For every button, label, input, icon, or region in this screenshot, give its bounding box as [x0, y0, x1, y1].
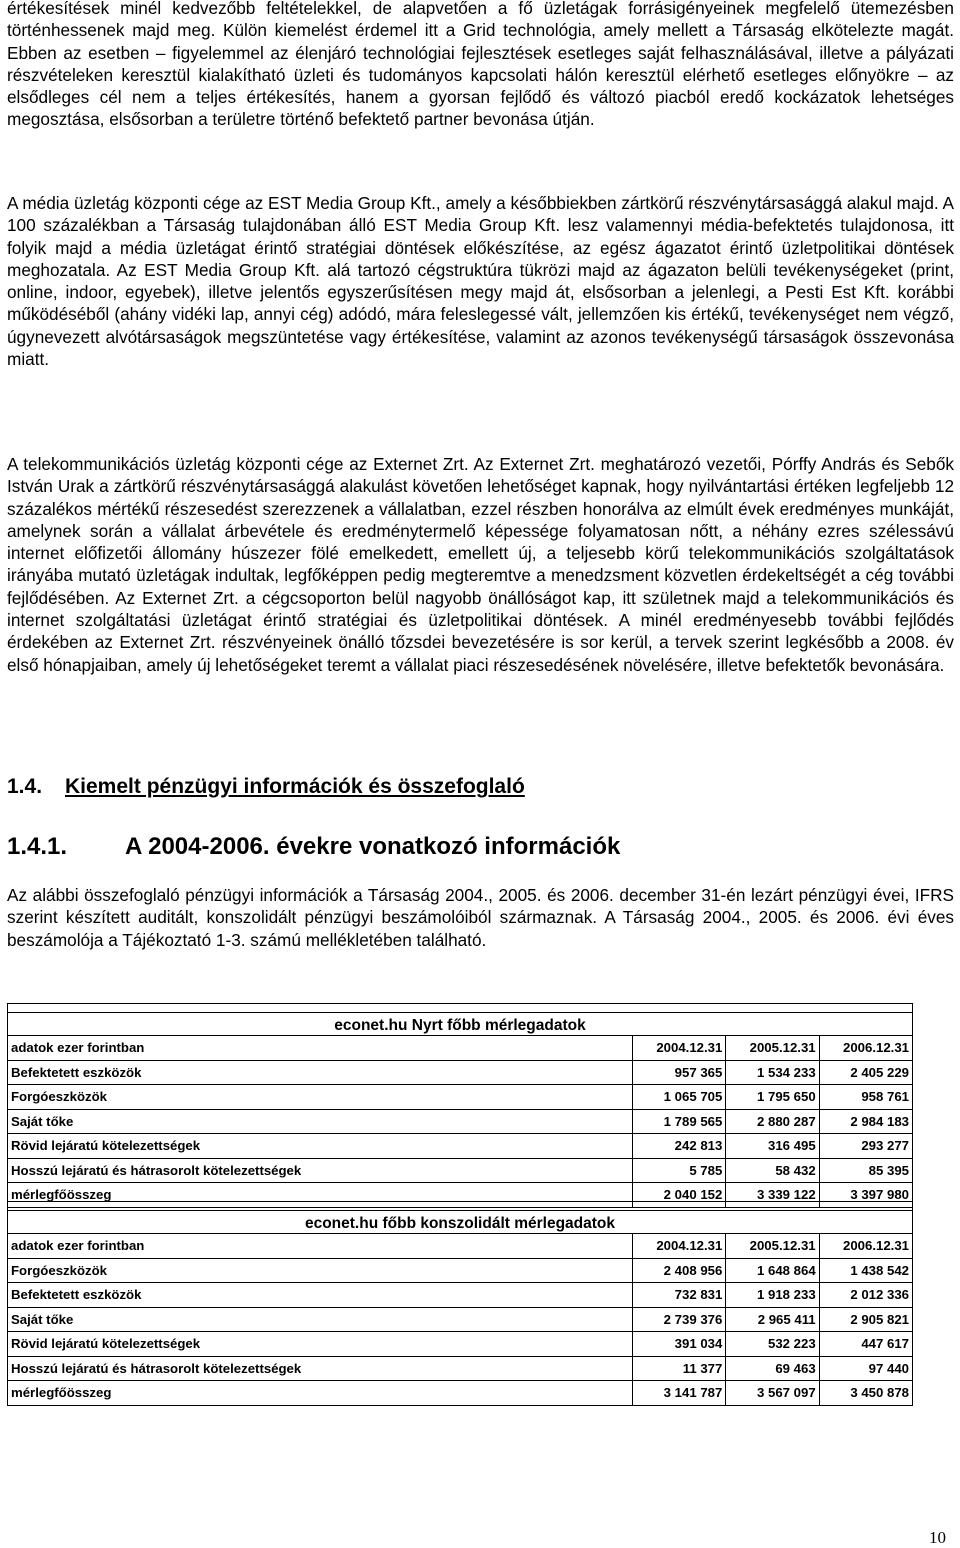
row-label: adatok ezer forintban	[8, 1234, 633, 1259]
row-label: Saját tőke	[8, 1109, 633, 1134]
cell-value: 3 567 097	[726, 1381, 819, 1406]
table-row	[8, 1258, 913, 1283]
section-title: Kiemelt pénzügyi információk és összefoglaló	[65, 775, 525, 798]
cell-value: 2006.12.31	[819, 1036, 912, 1061]
cell-value: 2 965 411	[726, 1307, 819, 1332]
consolidated-balance-sheet-table	[7, 1201, 913, 1406]
cell-value: 2 040 152	[633, 1183, 726, 1208]
cell-value: 2 012 336	[819, 1283, 912, 1308]
subsection-title: A 2004-2006. évekre vonatkozó információk	[125, 833, 621, 860]
subsection-number: 1.4.1.	[7, 833, 68, 860]
table-row	[8, 1283, 913, 1308]
table-row	[8, 1356, 913, 1381]
table-header-row	[8, 1036, 913, 1061]
cell-value: 69 463	[726, 1356, 819, 1381]
row-label: mérlegfőösszeg	[8, 1183, 633, 1208]
cell-value: 1 648 864	[726, 1258, 819, 1283]
cell-value: 2 405 229	[819, 1060, 912, 1085]
paragraph-grid-technology: értékesítések minél kedvezőbb feltételekkel, de alapvetően a fő üzletágak forrásigényeinek megfelelő ütemezésben történhessenek majd meg. Külön kiemelést érdemel itt a Grid technológia, amely mellett a Társaság elkötelezte magát. Ebben az esetben – figyelemmel az élenjáró technológiai fejlesztések esetleges saját felhasználásával, illetve a pályázati részvételeken keresztül kialakítható üzleti és tudományos kapcsolati hálón keresztül elérhető esetleges előnyökre – az elsődleges cél nem a teljes értékesítés, hanem a gyorsan fejlődő és változó piacból eredő kockázatok lehetséges megosztása, elsősorban a területre történő befektető partner bevonása útján.	[7, 0, 954, 130]
table-row	[8, 1109, 913, 1134]
cell-value: 1 065 705	[633, 1085, 726, 1110]
table-title: econet.hu Nyrt főbb mérlegadatok	[8, 1013, 913, 1036]
cell-value: 1 534 233	[726, 1060, 819, 1085]
cell-value: 3 339 122	[726, 1183, 819, 1208]
cell-value: 2004.12.31	[633, 1036, 726, 1061]
cell-value: 1 438 542	[819, 1258, 912, 1283]
cell-value: 1 789 565	[633, 1109, 726, 1134]
section-number: 1.4.	[7, 775, 43, 798]
cell-value: 1 918 233	[726, 1283, 819, 1308]
cell-value: 2 984 183	[819, 1109, 912, 1134]
table-row	[8, 1381, 913, 1406]
cell-value: 2 408 956	[633, 1258, 726, 1283]
cell-value: 532 223	[726, 1332, 819, 1357]
cell-value: 3 397 980	[819, 1183, 912, 1208]
cell-value: 11 377	[633, 1356, 726, 1381]
row-label: Befektetett eszközök	[8, 1060, 633, 1085]
row-label: Saját tőke	[8, 1307, 633, 1332]
cell-value: 2 739 376	[633, 1307, 726, 1332]
paragraph-telecom-business: A telekommunikációs üzletág központi cége az Externet Zrt. Az Externet Zrt. meghatározó vezetői, Pórffy András és Sebők István Urak a zártkörű részvénytársasággá alakulást követően lehetőséget kapnak, hogy nyilvántartási értéken legfeljebb 12 százalékos mértékű részesedést szerezzenek a vállalatban, ezzel részben honorálva az elmúlt évek eredményes munkáját, amelynek során a vállalat árbevétele és eredménytermelő képessége folyamatosan nőtt, a néhány ezres szélessávú internet előfizetői állomány húszezer fölé emelkedett, emellett új, a teljesebb körű telekommunikációs szolgáltatások irányába mutató üzletágak indultak, legfőképpen pedig megteremtve a menedzsment közvetlen érdekeltségét a cég további fejlődésében. Az Externet Zrt. a cégcsoporton belül nagyobb önállóságot kap, itt születnek majd a telekommunikációs és internet szolgáltatási üzletágat érintő stratégiai és üzletpolitikai döntések. A minél eredményesebb további fejlődés érdekében az Externet Zrt. részvényeinek önálló tőzsdei bevezetésére is sor kerül, a tervek szerint legkésőbb a 2008. év első hónapjaiban, amely új lehetőségeket teremt a vállalat piaci részesedésének növelésére, illetve befektetők bevonására.	[7, 454, 954, 675]
cell-value: 732 831	[633, 1283, 726, 1308]
cell-value: 391 034	[633, 1332, 726, 1357]
cell-value: 2 880 287	[726, 1109, 819, 1134]
cell-value: 3 450 878	[819, 1381, 912, 1406]
cell-value: 3 141 787	[633, 1381, 726, 1406]
cell-value: 2006.12.31	[819, 1234, 912, 1259]
cell-value: 58 432	[726, 1158, 819, 1183]
cell-value: 293 277	[819, 1134, 912, 1159]
row-label: Hosszú lejáratú és hátrasorolt kötelezettségek	[8, 1158, 633, 1183]
row-label: Befektetett eszközök	[8, 1283, 633, 1308]
cell-value: 1 795 650	[726, 1085, 819, 1110]
row-label: mérlegfőösszeg	[8, 1381, 633, 1406]
row-label: adatok ezer forintban	[8, 1036, 633, 1061]
table-row	[8, 1134, 913, 1159]
table-row	[8, 1158, 913, 1183]
cell-value: 2005.12.31	[726, 1036, 819, 1061]
cell-value: 97 440	[819, 1356, 912, 1381]
cell-value: 242 813	[633, 1134, 726, 1159]
cell-value: 958 761	[819, 1085, 912, 1110]
row-label: Rövid lejáratú kötelezettségek	[8, 1134, 633, 1159]
cell-value: 2004.12.31	[633, 1234, 726, 1259]
cell-value: 2005.12.31	[726, 1234, 819, 1259]
table-row	[8, 1085, 913, 1110]
table-title: econet.hu főbb konszolidált mérlegadatok	[8, 1211, 913, 1234]
section-heading-1-4	[7, 775, 525, 799]
page-number: 10	[929, 1528, 946, 1547]
paragraph-financial-summary: Az alábbi összefoglaló pénzügyi információk a Társaság 2004., 2005. és 2006. december 31-én lezárt pénzügyi évei, IFRS szerint készített auditált, konszolidált pénzügyi beszámolóiból származnak. A Társaság 2004., 2005. és 2006. évi éves beszámolója a Tájékoztató 1-3. számú mellékletében található.	[7, 885, 954, 950]
cell-value: 447 617	[819, 1332, 912, 1357]
balance-sheet-table	[7, 1003, 913, 1208]
table-header-row	[8, 1234, 913, 1259]
cell-value: 5 785	[633, 1158, 726, 1183]
cell-value: 957 365	[633, 1060, 726, 1085]
cell-value: 85 395	[819, 1158, 912, 1183]
table-row	[8, 1307, 913, 1332]
row-label: Hosszú lejáratú és hátrasorolt kötelezettségek	[8, 1356, 633, 1381]
cell-value: 316 495	[726, 1134, 819, 1159]
table-row	[8, 1060, 913, 1085]
row-label: Forgóeszközök	[8, 1258, 633, 1283]
row-label: Forgóeszközök	[8, 1085, 633, 1110]
paragraph-media-business: A média üzletág központi cége az EST Media Group Kft., amely a későbbiekben zártkörű részvénytársasággá alakul majd. A 100 százalékban a Társaság tulajdonában álló EST Media Group Kft. lesz valamennyi média-befektetés tulajdonosa, itt folyik majd a média üzletágat érintő stratégiai döntések előkészítése, az egész ágazatot érintő üzletpolitikai döntések meghozatala. Az EST Media Group Kft. alá tartozó cégstruktúra tükrözi majd az ágazaton belüli tevékenységeket (print, online, indoor, egyebek), illetve jelentős egyszerűsítésen megy majd át, elsősorban a jelenlegi, a Pesti Est Kft. korábbi működéséből (ahány vidéki lap, annyi cég) adódó, mára feleslegessé vált, jellemzően kis értékű, tevékenységet nem végző, úgynevezett alvótársaságok megszüntetése vagy értékesítése, valamint az azonos tevékenységű társaságok összevonása miatt.	[7, 193, 954, 370]
cell-value: 2 905 821	[819, 1307, 912, 1332]
row-label: Rövid lejáratú kötelezettségek	[8, 1332, 633, 1357]
table-row	[8, 1332, 913, 1357]
section-heading-1-4-1	[7, 833, 620, 861]
